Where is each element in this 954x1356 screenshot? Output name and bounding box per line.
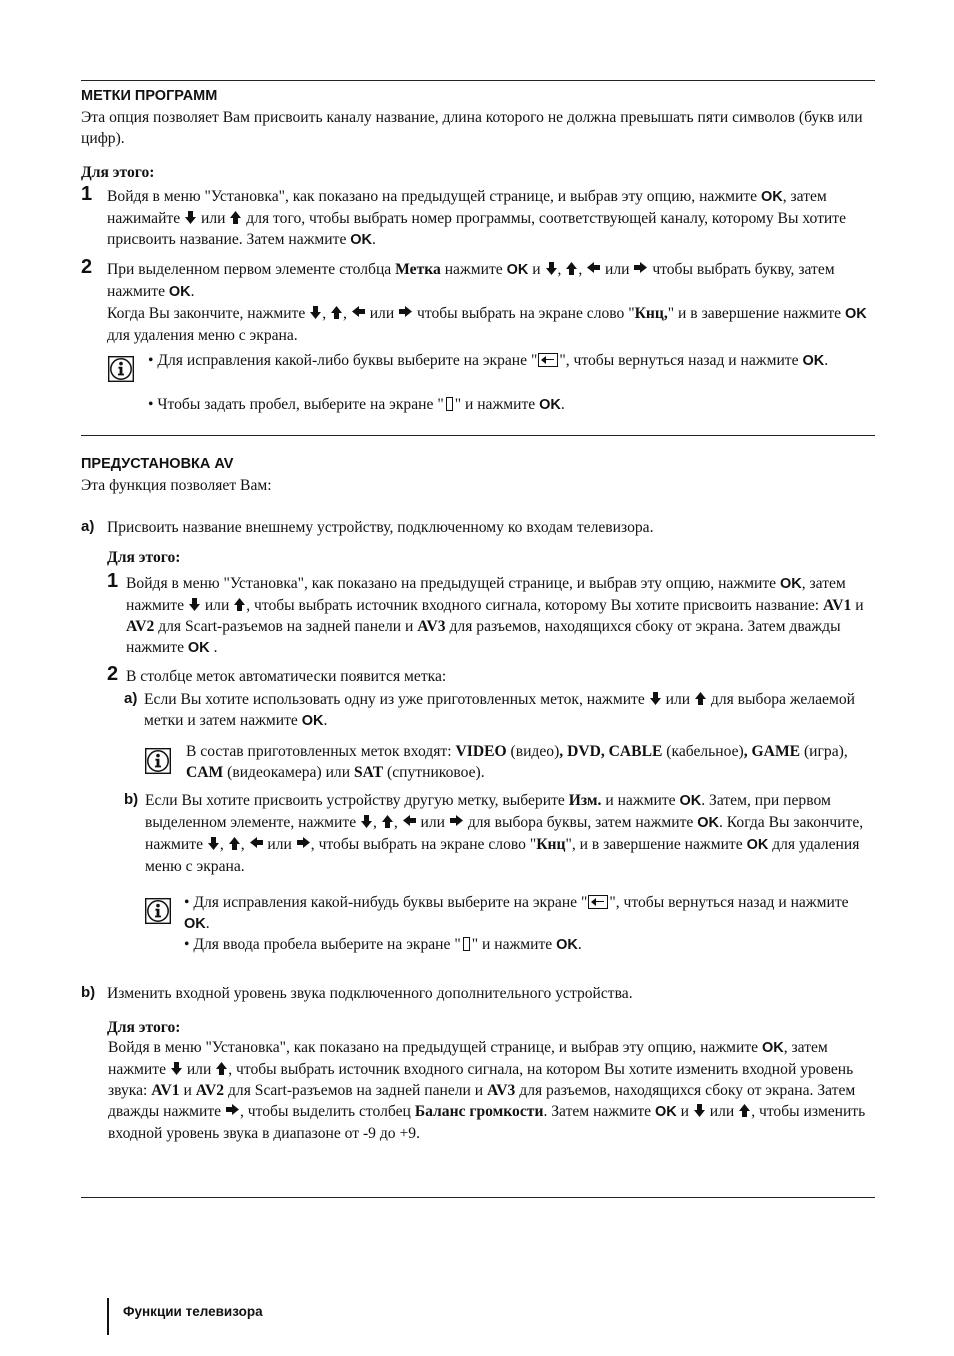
section-divider [81,435,875,436]
arrow-down-icon [171,1062,182,1075]
top-divider [81,80,875,81]
section-intro: Эта функция позволяет Вам: [81,477,272,494]
section-title-av-preset: ПРЕДУСТАНОВКА AV [81,456,234,472]
arrow-right-icon [297,837,310,850]
item-letter: b) [124,791,139,808]
sub-b-text: Если Вы хотите присвоить устройству другую метку, выберите Изм. и нажмите OK. Затем, при первом выделенном элементе, нажмите , , или для выбора буквы, затем нажмите OK. Когда Вы закончите, нажмите , , или , чтобы выбрать на экране слово "Кнц", и в завершение нажмите OK для удаления меню с экрана. [145,792,864,875]
arrow-left-icon [352,306,365,319]
step-1-text: Войдя в меню "Установка", как показано на предыдущей странице, и выбрав эту опцию, нажмите OK, затем нажимайте или для того, чтобы выбрать номер программы, соответствующей каналу, которому Вы хотите присвоить название. Затем нажмите OK. [107,188,847,248]
arrow-up-icon [566,262,577,275]
back-key-icon [588,895,608,909]
note-correct-letter: • Для исправления какой-либо буквы выберите на экране " ", чтобы вернуться назад и нажмите OK. [148,352,829,369]
item-b-text: Изменить входной уровень звука подключенного дополнительного устройства. [107,985,633,1002]
arrow-down-icon [310,306,321,319]
item-letter: a) [124,690,138,707]
for-this-label: Для этого: [107,1019,181,1036]
item-letter: a) [81,518,95,535]
arrow-left-icon [403,815,416,828]
step-2-text: При выделенном первом элементе столбца Метка нажмите OK и , , или чтобы выбрать букву, затем нажмите OK. Когда Вы закончите, нажмите , , или чтобы выбрать на экране слово "Кнц," и в завершение нажмите OK для удаления меню с экрана. [107,261,867,344]
arrow-right-icon [399,306,412,319]
arrow-left-icon [587,262,600,275]
step-number: 1 [107,570,119,592]
arrow-up-icon [230,211,241,224]
note-correct-letter-av: • Для исправления какой-нибудь буквы выберите на экране " ", чтобы вернуться назад и нажмите OK. [184,894,849,932]
av-step-2-text: В столбце меток автоматически появится метка: [126,668,447,685]
arrow-up-icon [695,692,706,705]
arrow-up-icon [331,306,342,319]
space-key-icon [463,937,470,951]
arrow-down-icon [546,262,557,275]
arrow-right-icon [634,262,647,275]
footer-bar [107,1298,109,1335]
footer-title: Функции телевизора [123,1304,263,1319]
back-key-icon [538,353,558,367]
sub-a-text: Если Вы хотите использовать одну из уже приготовленных меток, нажмите или для выбора желаемой метки и затем нажмите OK. [144,691,855,729]
item-a-text: Присвоить название внешнему устройству, подключенному ко входам телевизора. [107,519,654,536]
arrow-up-icon [739,1104,750,1117]
section-title-program-labels: МЕТКИ ПРОГРАММ [81,88,218,104]
arrow-down-icon [361,815,372,828]
step-number: 1 [81,183,93,205]
arrow-right-icon [450,815,463,828]
section-intro: Эта опция позволяет Вам присвоить каналу название, длина которого не должна превышать пяти символов (букв или цифр). [81,109,863,147]
sound-level-text: Войдя в меню "Установка", как показано на предыдущей странице, и выбрав эту опцию, нажмите OK, затем нажмите или , чтобы выбрать источник входного сигнала, на котором Вы хотите изменить входной уровень звука: AV1 и AV2 для Scart-разъемов на задней панели и AV3 для разъемов, находящихся сбоку от экрана. Затем дважды нажмите , чтобы выделить столбец Баланс громкости. Затем нажмите OK и или , чтобы изменить входной уровень звука в диапазоне от -9 до +9. [108,1039,866,1142]
item-letter: b) [81,984,96,1001]
arrow-up-icon [216,1062,227,1075]
arrow-down-icon [185,211,196,224]
arrow-down-icon [189,598,200,611]
bottom-divider [81,1197,875,1198]
arrow-up-icon [234,598,245,611]
note-space: • Чтобы задать пробел, выберите на экране " " и нажмите OK. [148,396,565,413]
step-number: 2 [107,663,119,685]
step-number: 2 [81,256,93,278]
av-step-1-text: Войдя в меню "Установка", как показано на предыдущей странице, и выбрав эту опцию, нажмите OK, затем нажмите или , чтобы выбрать источник входного сигнала, которому Вы хотите присвоить название: AV1 и AV2 для Scart-разъемов на задней панели и AV3 для разъемов, находящихся сбоку от экрана. Затем дважды нажмите OK . [126,575,864,656]
arrow-down-icon [694,1104,705,1117]
arrow-down-icon [650,692,661,705]
info-icon [145,748,171,774]
arrow-up-icon [229,837,240,850]
note-space-av: • Для ввода пробела выберите на экране " " и нажмите OK. [184,936,582,953]
arrow-right-icon [226,1104,239,1117]
for-this-label: Для этого: [107,549,181,566]
preset-labels-info: В состав приготовленных меток входят: VIDEO (видео), DVD, CABLE (кабельное), GAME (игра), CAM (видеокамера) или SAT (спутниковое). [186,743,848,781]
arrow-down-icon [208,837,219,850]
info-icon [108,356,134,382]
for-this-label: Для этого: [81,164,155,181]
info-icon [145,898,171,924]
arrow-up-icon [382,815,393,828]
space-key-icon [446,397,453,411]
arrow-left-icon [250,837,263,850]
